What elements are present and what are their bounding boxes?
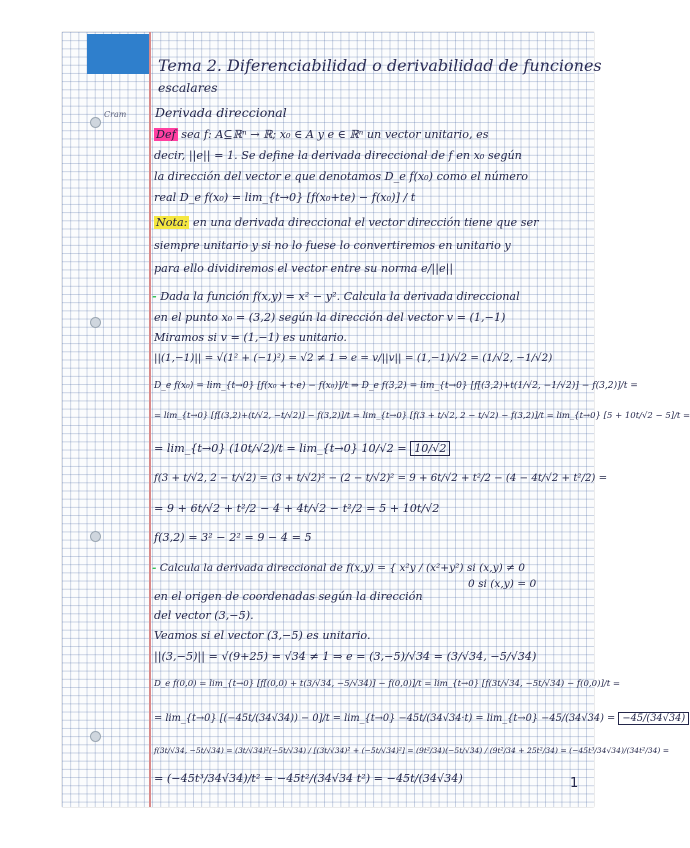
limit-expansion: = lim_{t→0} [f[(3,2)+(t/√2, −t/√2)] − f(3,2)]/t = lim_{t→0} [f(3 + t/√2, 2 − t/√2) − f(3,2)]/t = lim_{t→0} [5 + 10t/√2 − 5]/t = [154, 411, 690, 421]
limit-result [154, 442, 450, 455]
nota-tag: Nota: [156, 216, 188, 229]
punch-hole-icon [90, 531, 101, 542]
margin-line [149, 32, 151, 807]
nota-block [154, 216, 538, 229]
margin-note: Cram [104, 110, 127, 119]
punch-hole-icon [90, 117, 101, 128]
limit-result [154, 712, 689, 725]
nota-line: en una derivada direccional el vector dirección tiene que ser [193, 216, 539, 229]
answer-box: 10/√2 [410, 441, 450, 456]
function-simplification: = 9 + 6t/√2 + t²/2 − 4 + 4t/√2 − t²/2 = 5 + 10t/√2 [154, 502, 440, 515]
derivative-setup: D_e f(x₀) = lim_{t→0} [f(x₀ + t·e) − f(x₀)]/t ⇒ D_e f(3,2) = lim_{t→0} [f[(3,2)+t(1/√2, −1/√2)] − f(3,2)]/t = [154, 381, 638, 391]
nota-line: para ello dividiremos el vector entre su norma e/||e|| [154, 262, 454, 275]
function-simplification: = (−45t³/34√34)/t² = −45t²/(34√34 t²) = −45t/(34√34) [154, 772, 463, 785]
exercise-line: Veamos si el vector (3,−5) es unitario. [154, 629, 371, 642]
def-line: sea f: A⊆ℝⁿ → ℝ; x₀ ∈ A y e ∈ ℝⁿ un vector unitario, es [181, 128, 489, 141]
bullet-dash-icon: - [152, 562, 157, 574]
punch-hole-icon [90, 317, 101, 328]
norm-calculation: ||(1,−1)|| = √(1² + (−1)²) = √2 ≠ 1 ⇒ e = v/||v|| = (1,−1)/√2 = (1/√2, −1/√2) [154, 352, 553, 364]
exercise-line: Calcula la derivada direccional de f(x,y) = { x²y / (x²+y²) si (x,y) ≠ 0 [159, 562, 526, 574]
piecewise-case: 0 si (x,y) = 0 [468, 578, 537, 590]
section-heading: Derivada direccional [155, 105, 287, 120]
limit-result-text: = lim_{t→0} (10t/√2)/t = lim_{t→0} 10/√2 = [154, 442, 407, 455]
exercise-line: Dada la función f(x,y) = x² − y². Calcula la derivada direccional [160, 290, 520, 303]
def-line: la dirección del vector e que denotamos D_e f(x₀) como el número [154, 170, 528, 183]
function-evaluation: f(3t/√34, −5t/√34) = (3t/√34)²(−5t/√34) / [(3t/√34)² + (−5t/√34)²] = (9t²/34)(−5t/√34) / (9t²/34 + 25t²/34) = (−45t³/34√34)/(34t²/34) = [154, 746, 670, 755]
blue-tab-marker [87, 34, 149, 74]
page-title: Tema 2. Diferenciabilidad o derivabilidad de funciones [158, 56, 602, 75]
exercise-2-statement [152, 562, 525, 575]
bullet-dash-icon: - [152, 289, 157, 303]
def-formula: real D_e f(x₀) = lim_{t→0} [f(x₀+te) − f(x₀)] / t [154, 191, 416, 204]
page-title-continuation: escalares [158, 80, 218, 95]
exercise-line: en el origen de coordenadas según la dirección [154, 590, 423, 603]
limit-result-text: = lim_{t→0} [(−45t/(34√34)) − 0]/t = lim_{t→0} −45t/(34√34·t) = lim_{t→0} −45/(34√34) = [154, 713, 616, 724]
nota-line: siempre unitario y si no lo fuese lo convertiremos en unitario y [154, 239, 511, 252]
derivative-setup: D_e f(0,0) = lim_{t→0} [f[(0,0) + t(3/√34, −5/√34)] − f(0,0)]/t = lim_{t→0} [f(3t/√34, −5t/√34) − f(0,0)]/t = [154, 679, 621, 689]
punch-hole-icon [90, 731, 101, 742]
exercise-line: del vector (3,−5). [154, 609, 254, 622]
def-line: decir, ||e|| = 1. Se define la derivada direccional de f en x₀ según [154, 149, 522, 162]
def-tag: Def [156, 128, 176, 141]
page-number: 1 [570, 776, 579, 791]
answer-box: −45/(34√34) [618, 712, 689, 725]
definition-block [154, 128, 488, 141]
exercise-line: en el punto x₀ = (3,2) según la dirección del vector v = (1,−1) [154, 311, 506, 324]
exercise-line: Miramos si v = (1,−1) es unitario. [154, 331, 347, 344]
norm-calculation: ||(3,−5)|| = √(9+25) = √34 ≠ 1 ⇒ e = (3,−5)/√34 = (3/√34, −5/√34) [154, 650, 537, 663]
function-at-point: f(3,2) = 3² − 2² = 9 − 4 = 5 [154, 531, 312, 544]
function-evaluation: f(3 + t/√2, 2 − t/√2) = (3 + t/√2)² − (2 − t/√2)² = 9 + 6t/√2 + t²/2 − (4 − 4t/√2 + t²/2) = [154, 473, 608, 484]
exercise-1-statement [152, 290, 520, 303]
